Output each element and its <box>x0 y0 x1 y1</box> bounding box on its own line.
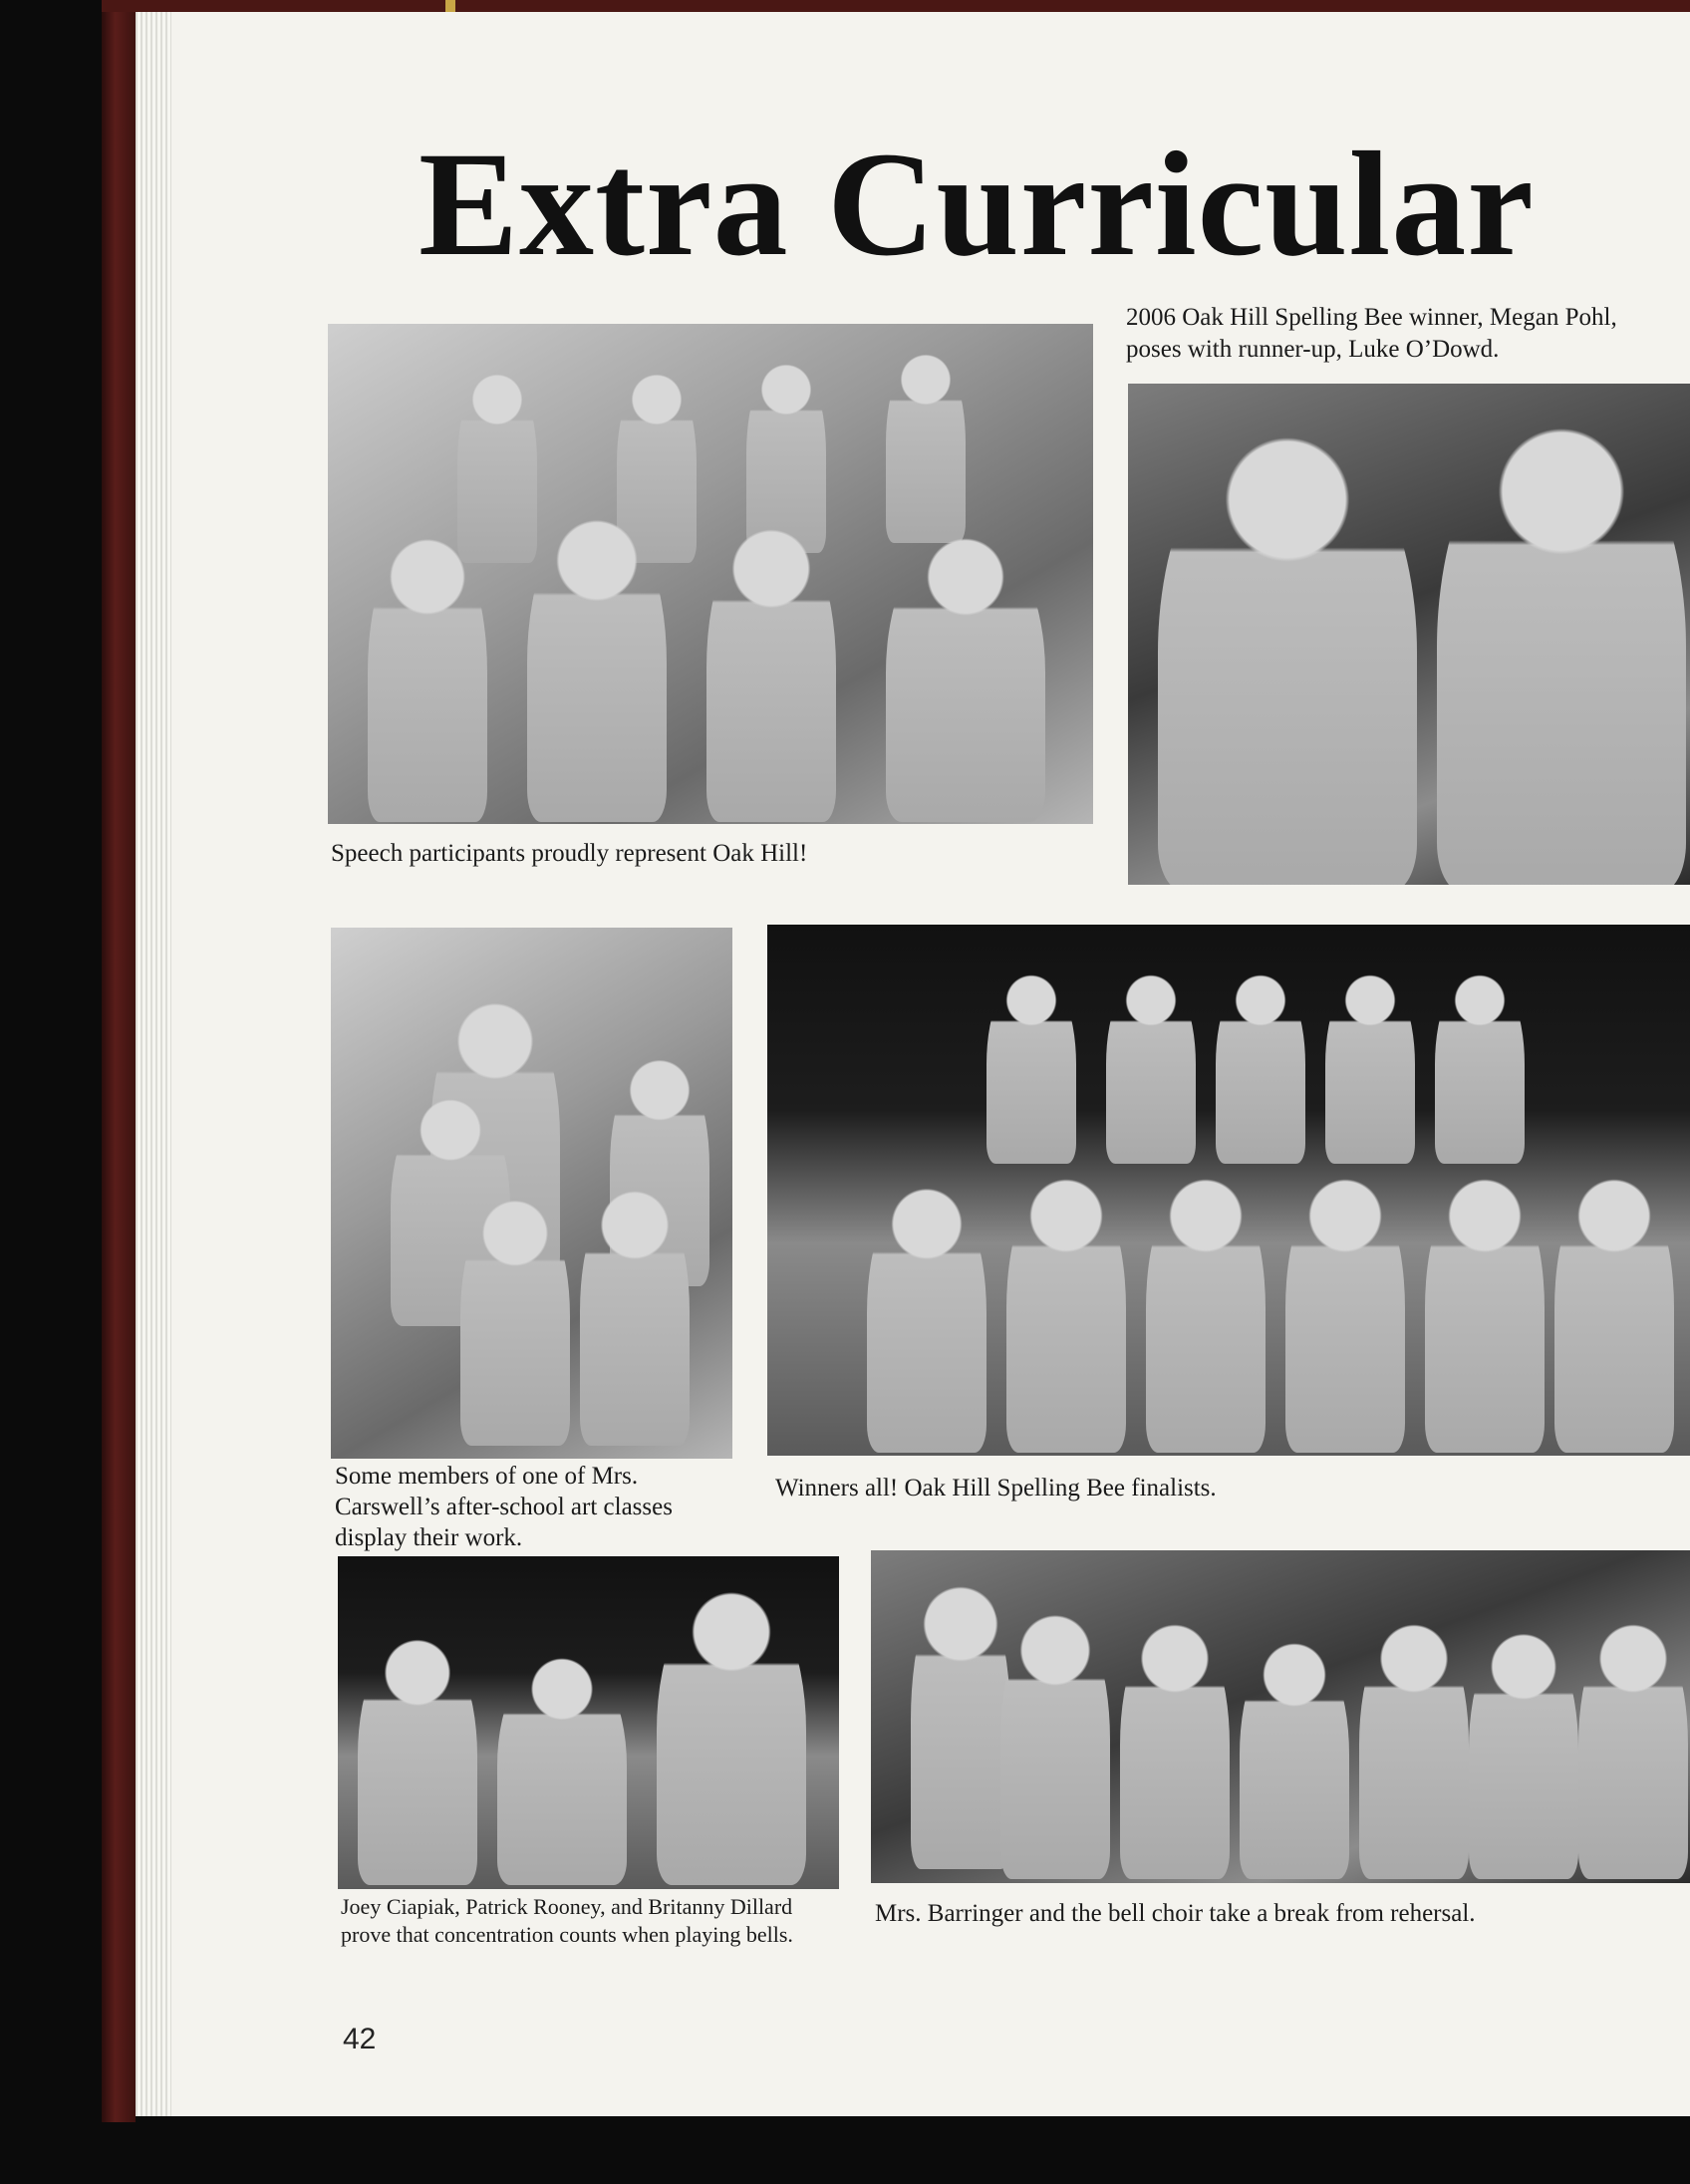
photo-spelling-bee-winner <box>1128 384 1690 885</box>
caption-spelling-bee-finalists: Winners all! Oak Hill Spelling Bee finalists. <box>775 1475 1217 1502</box>
book-binding <box>102 0 136 2122</box>
caption-art-class: Some members of one of Mrs. Carswell’s after-school art classes display their work. <box>335 1463 673 1551</box>
photo-figure <box>1359 1610 1469 1879</box>
photo-figure <box>886 523 1045 822</box>
photo-figure <box>867 1174 986 1453</box>
photo-figure <box>1216 964 1305 1164</box>
photo-bell-players <box>338 1556 839 1889</box>
photo-figure <box>497 1646 627 1885</box>
photo-figure <box>1240 1630 1349 1879</box>
photo-figure <box>1158 413 1417 885</box>
caption-bell-players: Joey Ciapiak, Patrick Rooney, and Britanny Dillard prove that concentration counts when playing bells. <box>341 1894 793 1947</box>
caption-speech-participants: Speech participants proudly represent Oak Hill! <box>331 840 808 867</box>
photo-figure <box>986 964 1076 1164</box>
photo-figure <box>457 364 537 563</box>
photo-figure <box>460 1187 570 1446</box>
photo-figure <box>886 344 966 543</box>
photo-figure <box>1000 1600 1110 1879</box>
photo-figure <box>1469 1620 1578 1879</box>
photo-figure <box>1120 1610 1230 1879</box>
photo-figure <box>706 513 836 822</box>
photo-art-class <box>331 928 732 1459</box>
photo-spelling-bee-finalists <box>767 925 1690 1456</box>
photo-figure <box>1437 404 1686 885</box>
book-cover-edge <box>102 0 1690 12</box>
photo-speech-participants <box>328 324 1093 824</box>
page-title: Extra Curricular <box>419 122 1535 287</box>
photo-figure <box>1554 1164 1674 1453</box>
page-number: 42 <box>343 2023 377 2055</box>
photo-figure <box>580 1177 690 1446</box>
page-stack-edges <box>136 12 171 2116</box>
photo-bell-choir <box>871 1550 1690 1883</box>
photo-figure <box>1435 964 1525 1164</box>
caption-spelling-bee-winner: 2006 Oak Hill Spelling Bee winner, Megan Pohl, poses with runner-up, Luke O’Dowd. <box>1126 304 1617 363</box>
photo-figure <box>1285 1164 1405 1453</box>
photo-figure <box>1578 1610 1688 1879</box>
photo-figure <box>911 1570 1010 1869</box>
photo-figure <box>527 503 667 822</box>
photo-figure <box>1325 964 1415 1164</box>
photo-figure <box>358 1626 477 1885</box>
photo-figure <box>1146 1164 1266 1453</box>
photo-figure <box>657 1576 806 1885</box>
caption-bell-choir: Mrs. Barringer and the bell choir take a break from rehersal. <box>875 1900 1476 1927</box>
photo-figure <box>368 523 487 822</box>
photo-figure <box>1006 1164 1126 1453</box>
photo-figure <box>1106 964 1196 1164</box>
photo-figure <box>1425 1164 1545 1453</box>
